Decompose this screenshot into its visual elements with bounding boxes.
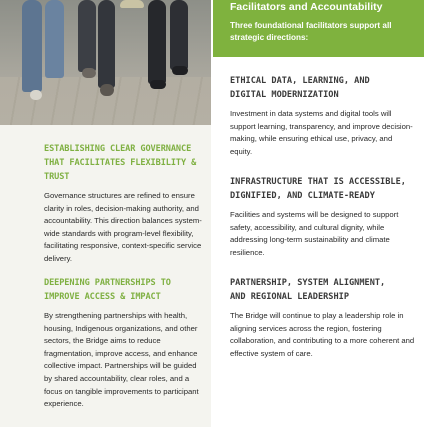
left-column	[0, 0, 211, 427]
data-learning-heading-line-1: ETHICAL DATA, LEARNING, AND	[230, 76, 370, 86]
partnership-alignment-section	[230, 276, 416, 360]
partnership-alignment-heading	[230, 276, 416, 304]
infrastructure-section	[230, 175, 416, 259]
photo-figure-shoe	[172, 66, 188, 75]
banner-subtitle: Three foundational facilitators support all strategic directions:	[230, 21, 392, 42]
data-learning-heading	[230, 74, 416, 102]
partnership-alignment-heading-line-1: PARTNERSHIP, SYSTEM ALIGNMENT,	[230, 278, 386, 288]
photo-figure-shoe	[150, 80, 166, 89]
partnerships-heading-line-1: DEEPENING PARTNERSHIPS TO	[44, 278, 171, 288]
photo-figure-leg	[120, 0, 144, 8]
infrastructure-heading-line-1: INFRASTRUCTURE THAT IS ACCESSIBLE,	[230, 177, 406, 187]
photo-figure-shoe	[82, 68, 96, 78]
governance-heading	[44, 142, 204, 184]
photo-figure-leg	[98, 0, 115, 88]
infrastructure-heading	[230, 175, 416, 203]
partnerships-heading	[44, 276, 204, 304]
photo-figure-leg	[45, 0, 64, 78]
partnerships-heading-line-2: IMPROVE ACCESS & IMPACT	[44, 292, 161, 302]
photo-figure-leg	[148, 0, 166, 84]
people-walking-photo	[0, 0, 211, 125]
infrastructure-heading-line-2: DIGNIFIED, AND CLIMATE-READY	[230, 191, 375, 201]
data-learning-body: Investment in data systems and digital tools will support learning, transparency, and improve decision-making, while ensuring ethical use, privacy, and equity.	[230, 109, 413, 156]
partnership-alignment-body: The Bridge will continue to play a leadership role in aligning services across the region, fostering collaboration, and contributing to a more coherent and effective system of care.	[230, 311, 415, 358]
partnerships-section	[44, 276, 204, 411]
data-learning-heading-line-2: DIGITAL MODERNIZATION	[230, 90, 339, 100]
data-learning-section	[230, 74, 416, 158]
governance-heading-line-1: ESTABLISHING CLEAR GOVERNANCE	[44, 144, 192, 154]
photo-figure-leg	[22, 0, 42, 92]
governance-heading-line-2: THAT FACILITATES FLEXIBILITY & TRUST	[44, 158, 197, 182]
banner-title: Facilitators and Accountability	[230, 1, 383, 13]
partnerships-body: By strengthening partnerships with health, housing, Indigenous organizations, and other sectors, the Bridge aims to reduce fragmentation, improve access, and enhance collective impact. Partnerships will be guided by shared accountability, clear roles, and a focus on tangible improvements to participant experience.	[44, 311, 199, 409]
photo-figure-leg	[78, 0, 96, 72]
photo-figure-shoe	[30, 90, 42, 100]
partnership-alignment-heading-line-2: AND REGIONAL LEADERSHIP	[230, 292, 349, 302]
photo-figure-shoe	[100, 84, 114, 96]
photo-figure-leg	[170, 0, 188, 70]
facilitators-banner	[213, 0, 424, 57]
governance-section	[44, 142, 204, 266]
governance-body: Governance structures are refined to ensure clarity in roles, decision-making authority, and accountability. This direction balances system-wide standards with program-level flexibility, facilitating responsive, context-specific service delivery.	[44, 191, 202, 263]
infrastructure-body: Facilities and systems will be designed to support safety, accessibility, and cultural dignity, while addressing long-term sustainability and climate resilience.	[230, 210, 399, 257]
